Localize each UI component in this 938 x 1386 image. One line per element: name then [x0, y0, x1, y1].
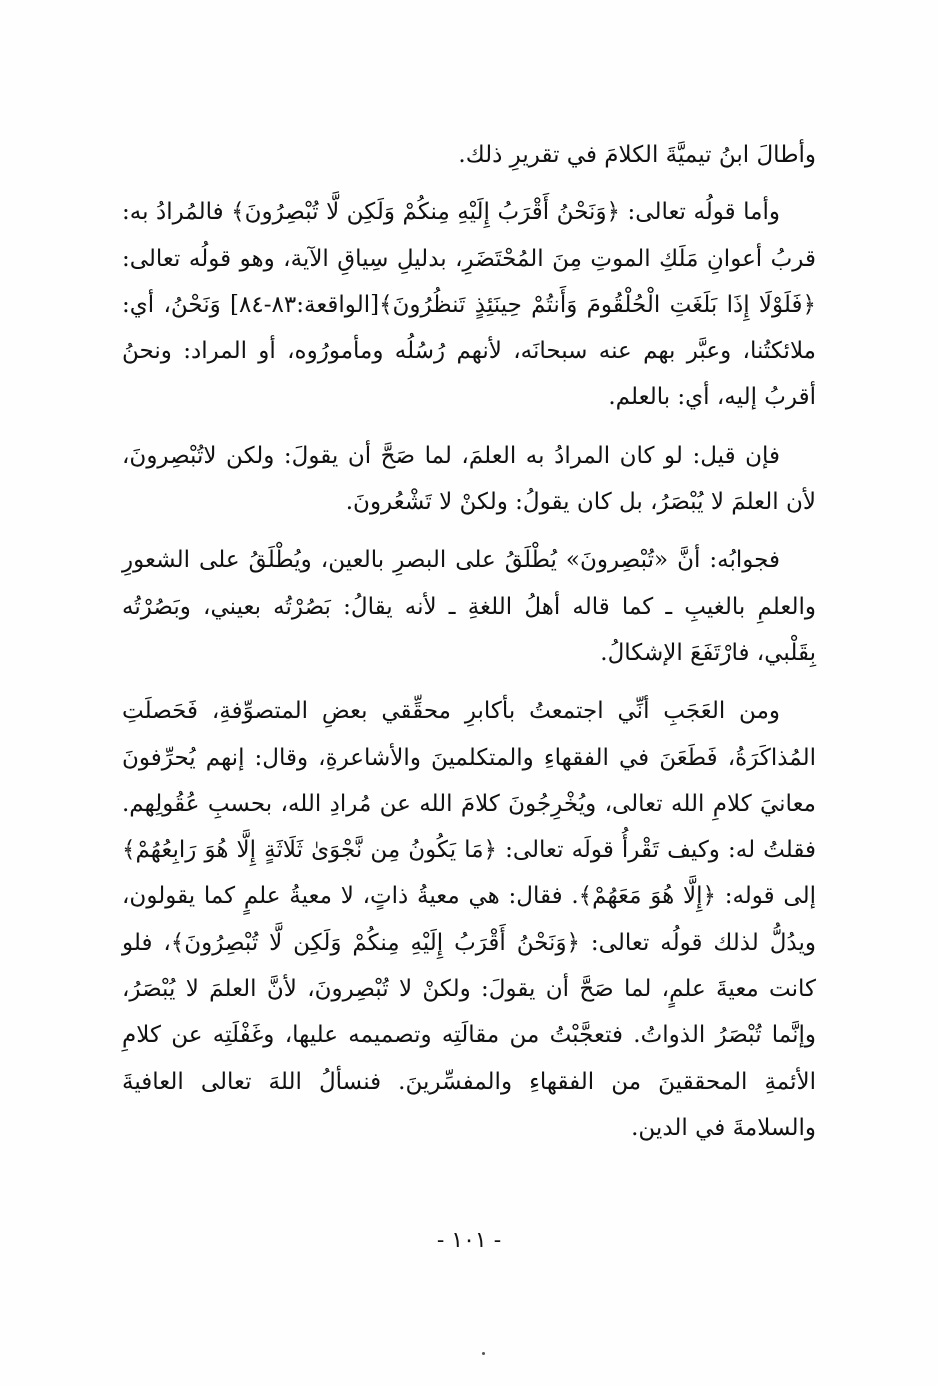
paragraph-3: فإن قيل: لو كان المرادُ به العلمَ، لما صَحَّ أن يقولَ: ولكن لاتُبْصِرونَ، لأن العلمَ لا يُبْصَرُ، بل كان يقولُ: ولكنْ لا تَشْعُرونَ.: [122, 442, 816, 516]
page-body-text: [122, 132, 816, 1151]
paragraph-1: وأطالَ ابنُ تيميَّةَ الكلامَ في تقريرِ ذلك.: [458, 142, 816, 168]
paragraph-2: وأما قولُه تعالى: ﴿وَنَحْنُ أَقْرَبُ إِلَيْهِ مِنكُمْ وَلَكِن لَّا تُبْصِرُونَ﴾ فالمُرادُ به: قربُ أعوانِ مَلَكِ الموتِ مِنَ المُحْتَضَرِ، بدليلِ سِياقِ الآية، وهو قولُه تعالى: ﴿فَلَوْلَا إِذَا بَلَغَتِ الْحُلْقُومَ وَأَنتُمْ حِينَئِذٍ تَنظُرُونَ﴾[الواقعة:٨٣-٨٤] وَنَحْنُ، أي: ملائكتُنا، وعبَّر بهم عنه سبحانَه، لأنهم رُسُلُه ومأمورُوه، أو المراد: ونحنُ أقربُ إليه، أي: بالعلم.: [122, 199, 816, 411]
paragraph-4: فجوابُه: أنَّ «تُبْصِرونَ» يُطْلَقُ على البصرِ بالعين، ويُطْلَقُ على الشعورِ والعلمِ بالغيبِ ـ كما قاله أهلُ اللغةِ ـ لأنه يقالُ: بَصُرْتُه بعيني، وبَصُرْتُه بِقَلْبي، فارْتَفَعَ الإشكالُ.: [122, 547, 816, 666]
scan-speck: [482, 1352, 485, 1355]
paragraph-5: ومن العَجَبِ أنِّي اجتمعتُ بأكابرِ محقِّقي بعضِ المتصوِّفةِ، فَحَصلَتِ المُذاكَرَةُ، فَطَعَنَ في الفقهاءِ والمتكلمينَ والأشاعرةِ، وقال: إنهم يُحرِّفونَ معانيَ كلامِ الله تعالى، ويُخْرِجُونَ كلامَ الله عن مُرادِ الله، بحسبِ عُقُولِهم. فقلتُ له: وكيف تَقْرأُ قولَه تعالى: ﴿مَا يَكُونُ مِن نَّجْوَىٰ ثَلَاثَةٍ إِلَّا هُوَ رَابِعُهُمْ﴾ إلى قوله: ﴿إِلَّا هُوَ مَعَهُمْ﴾. فقال: هي معيةُ ذاتٍ، لا معيةُ علمٍ كما يقولون، ويدُلُّ لذلك قولُه تعالى: ﴿وَنَحْنُ أَقْرَبُ إِلَيْهِ مِنكُمْ وَلَكِن لَّا تُبْصِرُونَ﴾، فلو كانت معيةَ علمٍ، لما صَحَّ أن يقولَ: ولكنْ لا تُبْصِرونَ، لأنَّ العلمَ لا يُبْصَرُ، وإنَّما تُبْصَرُ الذواتُ. فتعجَّبْتُ من مقالَتِه وتصميمه عليها، وغَفْلَتِه عن كلامِ الأئمةِ المحققينَ من الفقهاءِ والمفسِّرينَ. فنسألُ اللهَ تعالى العافيةَ والسلامةَ في الدين.: [122, 698, 816, 1141]
page-number: - ١٠١ -: [436, 1228, 502, 1253]
